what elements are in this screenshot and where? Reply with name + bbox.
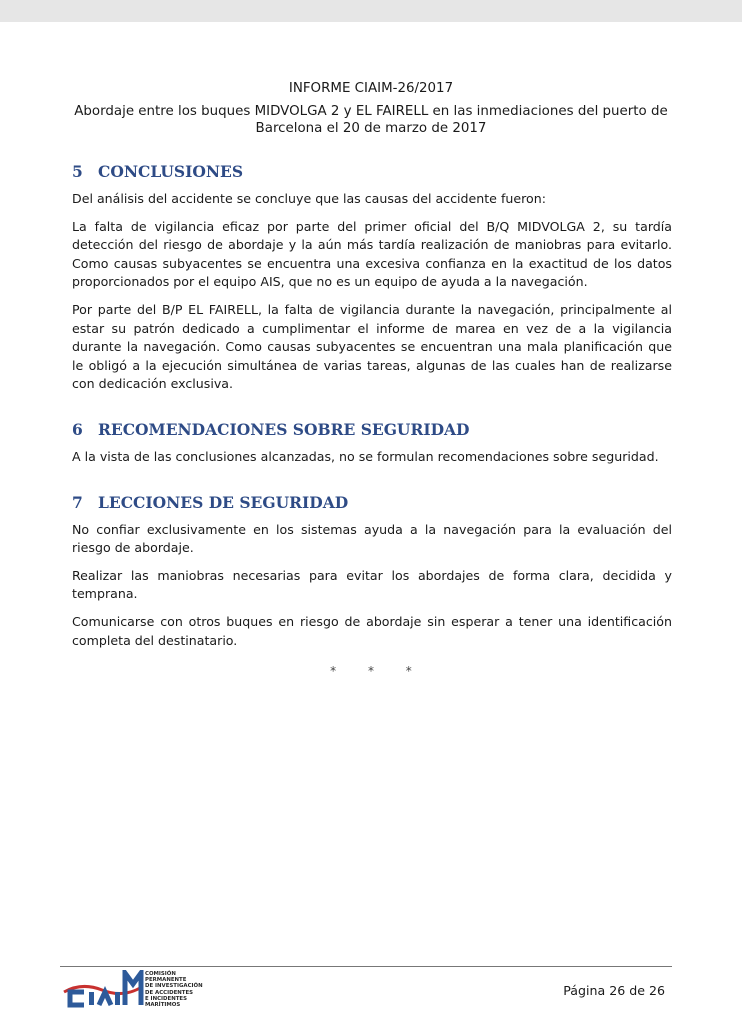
section-number: 7: [72, 492, 83, 512]
paragraph: Del análisis del accidente se concluye que las causas del accidente fueron:: [72, 191, 546, 206]
logo-letter-m: [125, 973, 141, 1005]
logo-letter-i: [89, 992, 94, 1005]
paragraph: Realizar las maniobras necesarias para evitar los abordajes de forma clara, decidida y temprana.: [72, 567, 672, 602]
footer-divider: [60, 966, 672, 967]
report-subtitle: Abordaje entre los buques MIDVOLGA 2 y EL FAIRELL en las inmediaciones del puerto de Barcelona el 20 de marzo de 2017: [74, 104, 668, 136]
paragraph: No confiar exclusivamente en los sistemas ayuda a la navegación para la evaluación del riesgo de abordaje.: [72, 521, 672, 556]
section-heading: [72, 162, 672, 182]
section-heading: [72, 420, 672, 440]
section-title: RECOMENDACIONES SOBRE SEGURIDAD: [98, 419, 470, 439]
report-id: INFORME CIAIM-26/2017: [288, 81, 454, 96]
paragraph: Por parte del B/P EL FAIRELL, la falta de vigilancia durante la navegación, principalmente al estar su patrón dedicado a cumplimentar el informe de marea en vez de a la vigilancia durante la navegación. Como causas subyacentes se encuentran una mala planificación que le obligó a la ejecución simultánea de varias tareas, algunas de las cuales han de realizarse con dedicación exclusiva.: [72, 301, 672, 392]
paragraph: La falta de vigilancia eficaz por parte del primer oficial del B/Q MIDVOLGA 2, su tardía detección del riesgo de abordaje y la aún más tardía realización de maniobras para evitarlo. Como causas subyacentes se encuentra una excesiva confianza en la exactitud de los datos proporcionados por el equipo AIS, que no es un equipo de ayuda a la navegación.: [72, 218, 672, 290]
section-title: LECCIONES DE SEGURIDAD: [98, 492, 349, 512]
logo-letter-c: [70, 992, 84, 1005]
section-number: 5: [72, 162, 83, 181]
section-lecciones: [72, 493, 672, 651]
paragraph: A la vista de las conclusiones alcanzadas, no se formulan recomendaciones sobre seguridad.: [72, 448, 659, 464]
document-header: [60, 80, 682, 137]
logo-letter-a: [99, 992, 111, 1005]
section-conclusiones: [72, 162, 672, 394]
section-title: CONCLUSIONES: [98, 162, 244, 181]
logo-caption: COMISIÓN PERMANENTE DE INVESTIGACIÓN DE ACCIDENTES E INCIDENTES MARÍTIMOS: [145, 971, 203, 1009]
page-number: Página 26 de 26: [563, 983, 665, 998]
end-separator: * * *: [330, 664, 426, 678]
top-bar: [0, 0, 742, 22]
section-recomendaciones: [72, 420, 672, 467]
section-number: 6: [72, 419, 83, 439]
logo-letter-i2: [115, 992, 120, 1005]
document-body: [72, 162, 672, 676]
section-heading: [72, 493, 672, 513]
paragraph: Comunicarse con otros buques en riesgo de abordaje sin esperar a tener una identificación completa del destinatario.: [72, 613, 672, 648]
